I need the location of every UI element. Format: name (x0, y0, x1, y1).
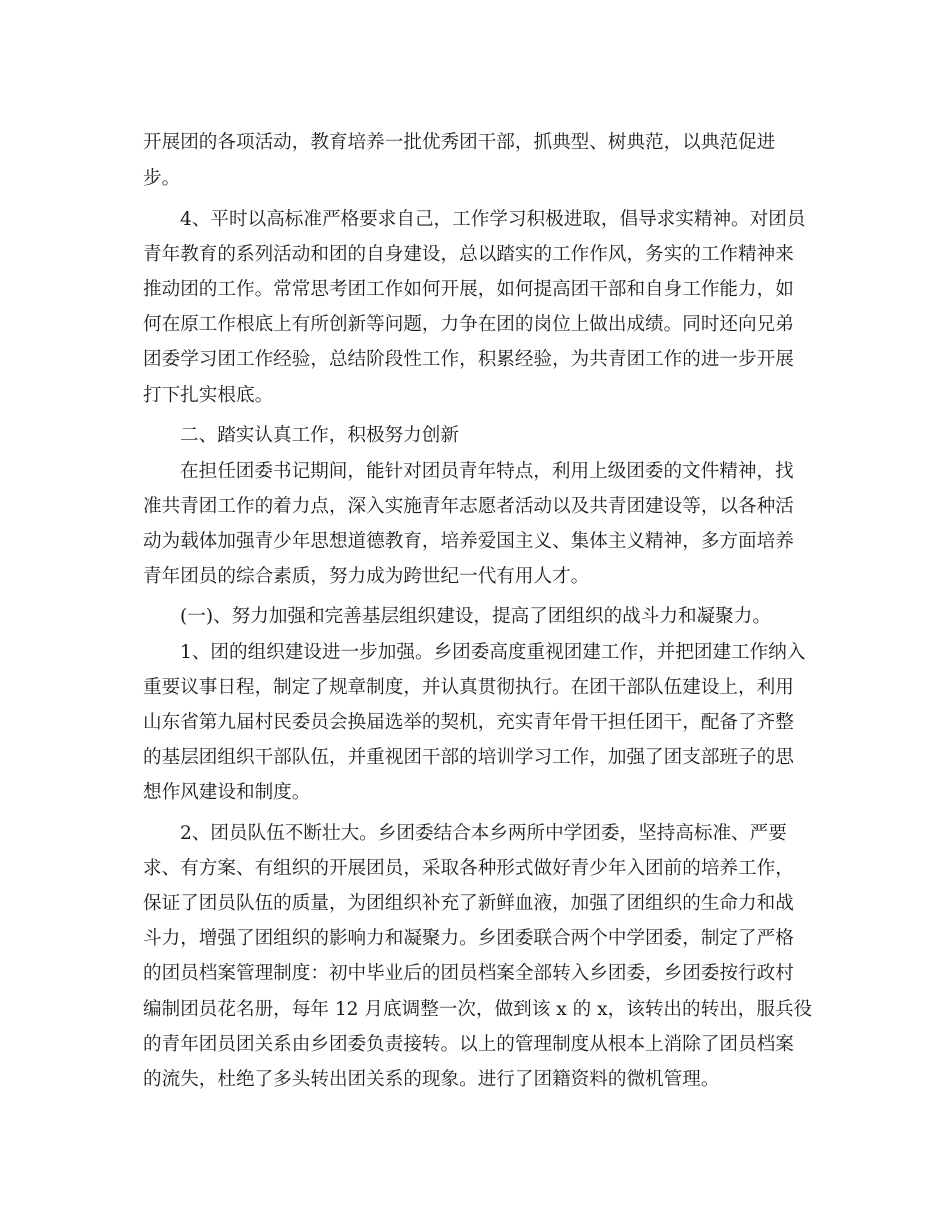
text-line-5: 推动团的工作。常常思考团工作如何开展，如何提高团干部和自身工作能力，如 (143, 279, 794, 300)
text-line-24: 的团员档案管理制度：初中毕业后的团员档案全部转入乡团委，乡团委按行政村 (143, 963, 794, 984)
text-line-2: 步。 (143, 168, 181, 189)
text-line-11: 准共青团工作的着力点，深入实施青年志愿者活动以及共青团建设等，以各种活 (143, 496, 794, 517)
text-line-20: 2、团员队伍不断壮大。乡团委结合本乡两所中学团委，坚持高标准、严要 (180, 823, 787, 844)
text-line-12: 动为载体加强青少年思想道德教育，培养爱国主义、集体主义精神，多方面培养 (143, 531, 794, 552)
subsection-heading: (一)、努力加强和完善基层组织建设，提高了团组织的战斗力和凝聚力。 (180, 606, 771, 627)
text-line-21: 求、有方案、有组织的开展团员，采取各种形式做好青少年入团前的培养工作， (143, 858, 794, 879)
text-line-6: 何在原工作根底上有所创新等问题，力争在团的岗位上做出成绩。同时还向兄弟 (143, 314, 794, 335)
text-line-17: 山东省第九届村民委员会换届选举的契机，充实青年骨干担任团干，配备了齐整 (143, 712, 794, 733)
text-line-19: 想作风建设和制度。 (143, 782, 311, 803)
text-line-16: 重要议事日程，制定了规章制度，并认真贯彻执行。在团干部队伍建设上，利用 (143, 677, 794, 698)
text-line-23: 斗力，增强了团组织的影响力和凝聚力。乡团委联合两个中学团委，制定了严格 (143, 928, 794, 949)
text-line-26: 的青年团员团关系由乡团委负责接转。以上的管理制度从根本上消除了团员档案 (143, 1034, 794, 1055)
text-line-4: 青年教育的系列活动和团的自身建设，总以踏实的工作作风，务实的工作精神来 (143, 244, 794, 265)
text-line-13: 青年团员的综合素质，努力成为跨世纪一代有用人才。 (143, 566, 590, 587)
text-line-27: 的流失，杜绝了多头转出团关系的现象。进行了团籍资料的微机管理。 (143, 1069, 720, 1090)
text-line-10: 在担任团委书记期间，能针对团员青年特点，利用上级团委的文件精神，找 (180, 461, 794, 482)
text-line-18: 的基层团组织干部队伍，并重视团干部的培训学习工作，加强了团支部班子的思 (143, 747, 794, 768)
section-heading: 二、踏实认真工作，积极努力创新 (180, 425, 459, 446)
text-line-3: 4、平时以高标准严格要求自己，工作学习积极进取，倡导求实精神。对团员 (180, 209, 806, 230)
text-line-8: 打下扎实根底。 (143, 385, 274, 406)
text-line-15: 1、团的组织建设进一步加强。乡团委高度重视团建工作，并把团建工作纳入 (180, 642, 806, 663)
text-line-22: 保证了团员队伍的质量，为团组织补充了新鲜血液，加强了团组织的生命力和战 (143, 893, 794, 914)
text-line-7: 团委学习团工作经验，总结阶段性工作，积累经验，为共青团工作的进一步开展 (143, 349, 794, 370)
text-line-1: 开展团的各项活动，教育培养一批优秀团干部，抓典型、树典范，以典范促进 (143, 132, 776, 153)
text-line-25: 编制团员花名册，每年 12 月底调整一次，做到该 x 的 x，该转出的转出，服兵役 (143, 999, 813, 1020)
